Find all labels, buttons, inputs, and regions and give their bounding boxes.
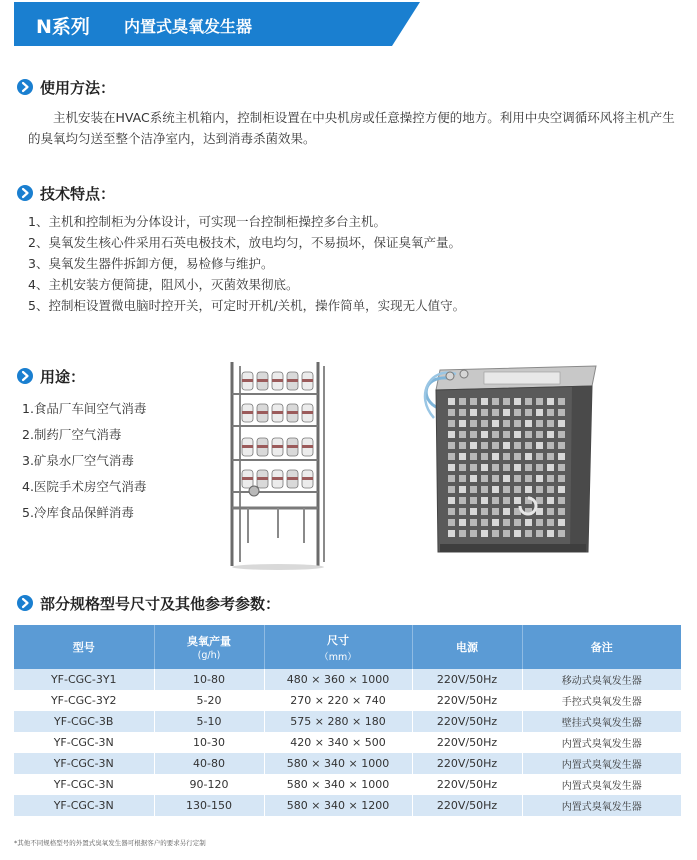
list-item: 2.制药厂空气消毒 bbox=[22, 427, 122, 442]
usage-title: 使用方法： bbox=[40, 78, 116, 97]
cell-size: 270 × 220 × 740 bbox=[264, 690, 412, 711]
series-label: N系列 bbox=[36, 16, 90, 38]
cell-note: 壁挂式臭氧发生器 bbox=[522, 711, 681, 732]
usage-heading bbox=[16, 77, 115, 97]
cell-size: 575 × 280 × 180 bbox=[264, 711, 412, 732]
column-header: 臭氧产量 (g/h) bbox=[154, 625, 264, 669]
cell-size: 480 × 360 × 1000 bbox=[264, 669, 412, 690]
cell-model: YF-CGC-3N bbox=[14, 774, 154, 795]
features-heading bbox=[16, 183, 115, 203]
cell-size: 420 × 340 × 500 bbox=[264, 732, 412, 753]
column-header: 型号 bbox=[14, 625, 154, 669]
cell-model: YF-CGC-3N bbox=[14, 795, 154, 816]
cell-power: 220V/50Hz bbox=[412, 753, 522, 774]
column-unit: (g/h) bbox=[197, 650, 221, 661]
cell-model: YF-CGC-3B bbox=[14, 711, 154, 732]
cell-output: 130-150 bbox=[154, 795, 264, 816]
column-header: 尺寸 （mm） bbox=[264, 625, 412, 669]
circle-chevron-icon bbox=[16, 594, 34, 612]
cell-power: 220V/50Hz bbox=[412, 669, 522, 690]
cell-model: YF-CGC-3Y1 bbox=[14, 669, 154, 690]
specs-title: 部分规格型号尺寸及其他参考参数： bbox=[40, 594, 281, 613]
column-header: 电源 bbox=[412, 625, 522, 669]
list-item: 4.医院手术房空气消毒 bbox=[22, 479, 147, 494]
cell-output: 10-30 bbox=[154, 732, 264, 753]
footnote: *其他不同规格型号的外置式臭氧发生器可根据客户的要求另行定制 bbox=[14, 839, 206, 847]
list-item: 1、主机和控制柜为分体设计，可实现一台控制柜操控多台主机。 bbox=[28, 214, 386, 229]
circle-chevron-icon bbox=[16, 78, 34, 96]
table-row bbox=[14, 753, 681, 774]
cell-output: 5-20 bbox=[154, 690, 264, 711]
cell-model: YF-CGC-3N bbox=[14, 732, 154, 753]
features-list bbox=[28, 211, 465, 316]
specs-heading bbox=[16, 593, 280, 613]
cell-power: 220V/50Hz bbox=[412, 732, 522, 753]
list-item: 1.食品厂车间空气消毒 bbox=[22, 401, 147, 416]
title-banner bbox=[0, 0, 420, 48]
cell-note: 内置式臭氧发生器 bbox=[522, 732, 681, 753]
uses-list bbox=[22, 396, 146, 526]
cell-output: 40-80 bbox=[154, 753, 264, 774]
uses-title: 用途： bbox=[40, 367, 86, 386]
cell-size: 580 × 340 × 1000 bbox=[264, 753, 412, 774]
cell-size: 580 × 340 × 1200 bbox=[264, 795, 412, 816]
list-item: 4、主机安装方便简捷，阻风小，灭菌效果彻底。 bbox=[28, 277, 299, 292]
cell-note: 内置式臭氧发生器 bbox=[522, 753, 681, 774]
uses-heading bbox=[16, 366, 85, 386]
cell-note: 内置式臭氧发生器 bbox=[522, 774, 681, 795]
table-row bbox=[14, 795, 681, 816]
built-in-generator-image bbox=[412, 356, 604, 558]
features-title: 技术特点： bbox=[40, 184, 116, 203]
cell-power: 220V/50Hz bbox=[412, 690, 522, 711]
cell-power: 220V/50Hz bbox=[412, 711, 522, 732]
cell-note: 移动式臭氧发生器 bbox=[522, 669, 681, 690]
list-item: 3.矿泉水厂空气消毒 bbox=[22, 453, 134, 468]
circle-chevron-icon bbox=[16, 367, 34, 385]
table-row bbox=[14, 711, 681, 732]
list-item: 5、控制柜设置微电脑时控开关，可定时开机/关机，操作简单，实现无人值守。 bbox=[28, 298, 466, 313]
list-item: 3、臭氧发生器件拆卸方便，易检修与维护。 bbox=[28, 256, 274, 271]
cell-model: YF-CGC-3N bbox=[14, 753, 154, 774]
cell-output: 5-10 bbox=[154, 711, 264, 732]
cell-power: 220V/50Hz bbox=[412, 774, 522, 795]
table-row bbox=[14, 774, 681, 795]
circle-chevron-icon bbox=[16, 184, 34, 202]
table-row bbox=[14, 669, 681, 690]
cell-note: 手控式臭氧发生器 bbox=[522, 690, 681, 711]
list-item: 5.冷库食品保鲜消毒 bbox=[22, 505, 134, 520]
column-unit: （mm） bbox=[319, 651, 357, 663]
cell-output: 10-80 bbox=[154, 669, 264, 690]
table-header-row bbox=[14, 625, 681, 669]
usage-text: 主机安装在HVAC系统主机箱内，控制柜设置在中央机房或任意操控方便的地方。利用中央空调循环风将主机产生的臭氧均匀送至整个洁净室内，达到消毒杀菌效果。 bbox=[28, 110, 675, 146]
cell-output: 90-120 bbox=[154, 774, 264, 795]
cell-model: YF-CGC-3Y2 bbox=[14, 690, 154, 711]
cell-power: 220V/50Hz bbox=[412, 795, 522, 816]
table-row bbox=[14, 690, 681, 711]
spec-table bbox=[14, 625, 681, 816]
cell-size: 580 × 340 × 1000 bbox=[264, 774, 412, 795]
list-item: 2、臭氧发生核心件采用石英电极技术，放电均匀，不易损坏，保证臭氧产量。 bbox=[28, 235, 461, 250]
page-title: 内置式臭氧发生器 bbox=[124, 17, 253, 36]
table-row bbox=[14, 732, 681, 753]
cell-note: 内置式臭氧发生器 bbox=[522, 795, 681, 816]
column-header: 备注 bbox=[522, 625, 681, 669]
ozone-tube-rack-image bbox=[218, 358, 338, 570]
